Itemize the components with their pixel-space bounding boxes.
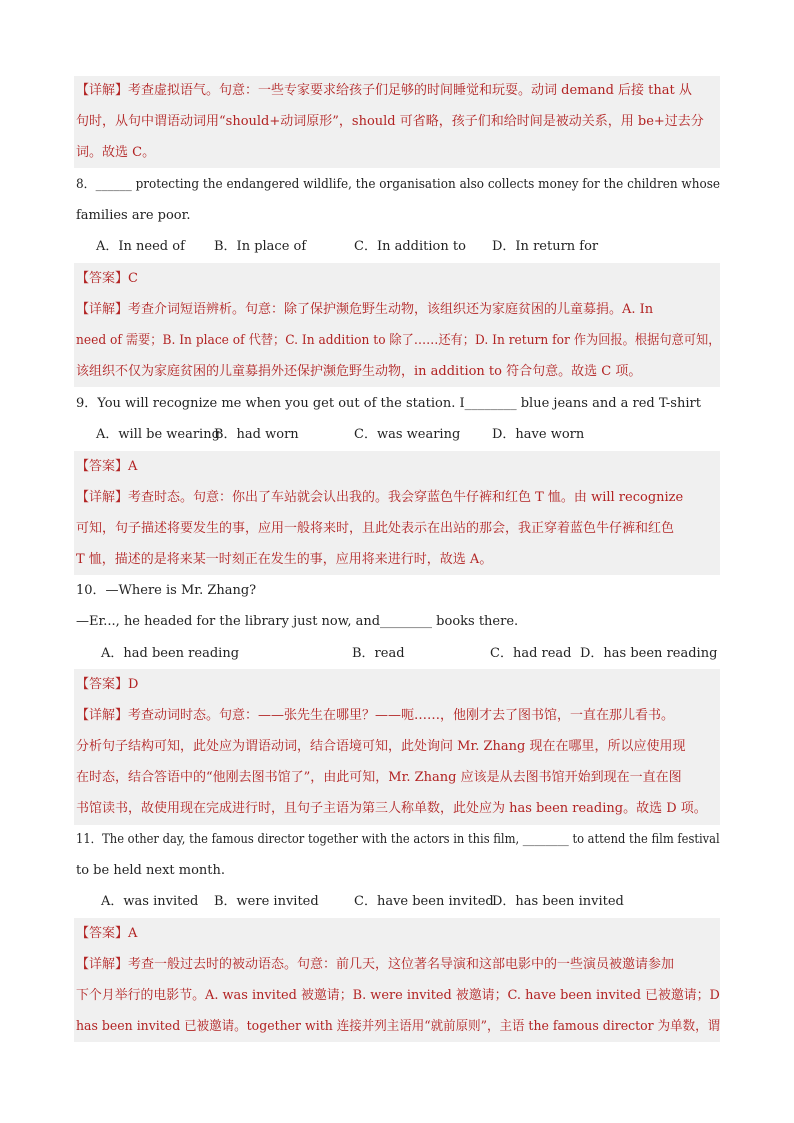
option-c: C．was wearing: [354, 427, 461, 442]
detail-line: 【详解】考查时态。句意：你出了车站就会认出我的。我会穿蓝色牛仔裤和红色 T 恤。由 will recognize: [76, 490, 684, 505]
question-text: families are poor.: [76, 208, 191, 223]
answer-label: 【答案】A: [76, 926, 138, 941]
answer-label: 【答案】D: [76, 677, 139, 692]
detail-line: need of 需要；B. In place of 代替；C. In addition to 除了……还有；D. In return for 作为回报。根据句意可知，: [76, 333, 721, 348]
option-a: A．was invited: [101, 894, 199, 909]
option-a: A．will be wearing: [96, 427, 220, 442]
detail-line: T 恤，描述的是将来某一时刻正在发生的事，应用将来进行时，故选 A。: [76, 552, 493, 567]
detail-line: has been invited 已被邀请。together with 连接并列主语用“就前原则”，主语 the famous director 为单数，谓: [76, 1019, 721, 1034]
detail-line: 分析句子结构可知，此处应为谓语动词，结合语境可知，此处询问 Mr. Zhang 现在在哪里，所以应使用现: [76, 739, 686, 754]
option-d: D．has been invited: [492, 894, 624, 909]
option-c: C．have been invited: [354, 894, 494, 909]
answer-label: 【答案】C: [76, 271, 138, 286]
question-text: to be held next month.: [76, 863, 226, 878]
question-text: 9．You will recognize me when you get out of the station. I________ blue jeans and a red T-shirt: [76, 396, 701, 411]
detail-line: 【详解】考查虚拟语气。句意：一些专家要求给孩子们足够的时间睡觉和玩耍。动词 demand 后接 that 从: [76, 83, 692, 98]
detail-line: 句时，从句中谓语动词用“should+动词原形”，should 可省略，孩子们和给时间是被动关系，用 be+过去分: [76, 114, 704, 129]
detail-line: 书馆读书，故使用现在完成进行时，且句子主语为第三人称单数，此处应为 has been reading。故选 D 项。: [76, 801, 707, 816]
option-d: D．has been reading: [580, 646, 718, 661]
option-b: B．read: [352, 646, 405, 661]
question-text: 11．The other day, the famous director together with the actors in this film, ________ to attend the film festival: [76, 832, 720, 847]
option-a: A．In need of: [96, 239, 185, 254]
option-d: D．In return for: [492, 239, 599, 254]
option-b: B．had worn: [214, 427, 299, 442]
question-text: —Er..., he headed for the library just now, and________ books there.: [76, 614, 519, 629]
option-b: B．In place of: [214, 239, 307, 254]
detail-line: 【详解】考查介词短语辨析。句意：除了保护濒危野生动物，该组织还为家庭贫困的儿童募捐。A. In: [76, 302, 654, 317]
option-a: A．had been reading: [101, 646, 240, 661]
option-b: B．were invited: [214, 894, 319, 909]
answer-label: 【答案】A: [76, 459, 138, 474]
question-text: 10．—Where is Mr. Zhang?: [76, 583, 257, 598]
detail-line: 【详解】考查一般过去时的被动语态。句意：前几天，这位著名导演和这部电影中的一些演员被邀请参加: [76, 957, 675, 972]
detail-line: 该组织不仅为家庭贫困的儿童募捐外还保护濒危野生动物，in addition to 符合句意。故选 C 项。: [76, 364, 642, 379]
option-c: C．had read: [490, 646, 572, 661]
option-c: C．In addition to: [354, 239, 466, 254]
detail-line: 可知，句子描述将要发生的事，应用一般将来时，且此处表示在出站的那会，我正穿着蓝色牛仔裤和红色: [76, 521, 675, 536]
detail-line: 【详解】考查动词时态。句意：——张先生在哪里？——呃……，他刚才去了图书馆，一直在那儿看书。: [76, 708, 675, 723]
detail-line: 词。故选 C。: [76, 145, 156, 160]
detail-line: 在时态，结合答语中的“他刚去图书馆了”，由此可知，Mr. Zhang 应该是从去图书馆开始到现在一直在图: [76, 770, 682, 785]
question-text: 8．______ protecting the endangered wildlife, the organisation also collects money for the children whose: [76, 177, 720, 192]
detail-line: 下个月举行的电影节。A. was invited 被邀请；B. were invited 被邀请；C. have been invited 已被邀请；D: [76, 988, 720, 1003]
option-d: D．have worn: [492, 427, 585, 442]
